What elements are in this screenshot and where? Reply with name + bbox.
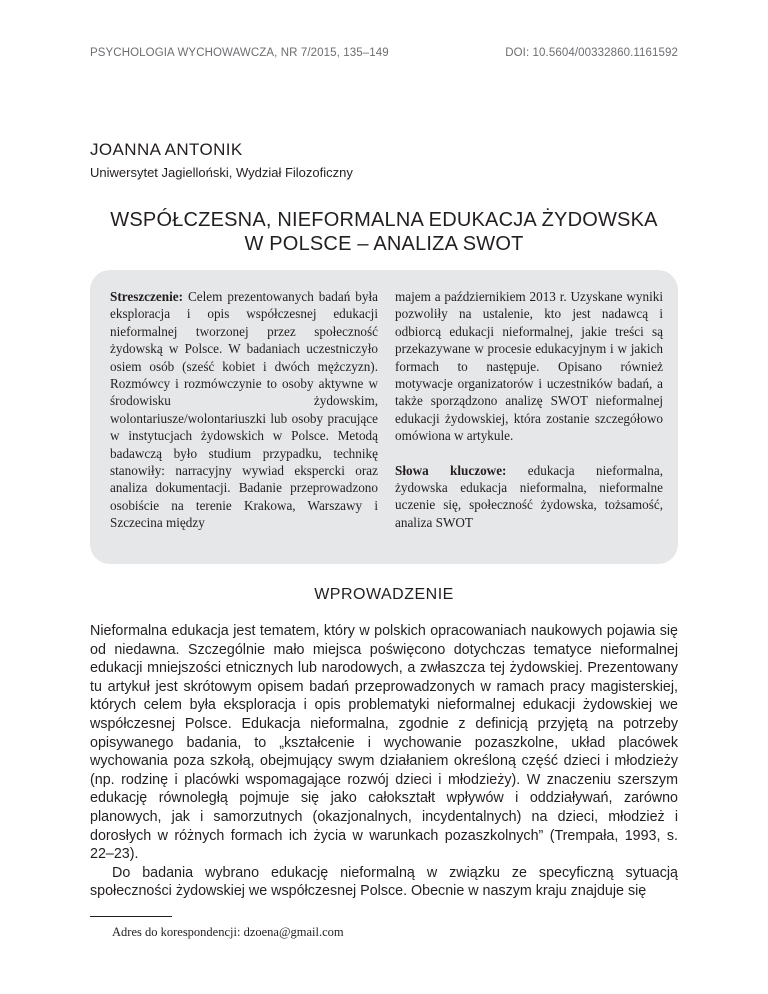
- abstract-box: [90, 270, 678, 564]
- author-affiliation: Uniwersytet Jagielloński, Wydział Filozoficzny: [90, 165, 353, 180]
- author-name: JOANNA ANTONIK: [90, 140, 243, 159]
- keywords-label: Słowa kluczowe:: [395, 462, 507, 478]
- abstract-text-part-2: majem a październikiem 2013 r. Uzyskane wyniki pozwoliły na ustalenie, kto jest nadawcą i odbiorcą edukacji nieformalnej, jakie treści są przekazywane w procesie edukacyjnym i w jakich formach to następuje. Opisano również motywacje organizatorów i uczestników badań, a także sporządzono analizę SWOT nieformalnej edukacji żydowskiej, która zostanie szczegółowo omówiona w artykule.: [395, 289, 663, 444]
- section-heading: WPROWADZENIE: [314, 586, 454, 603]
- doi: DOI: 10.5604/00332860.1161592: [505, 47, 678, 59]
- journal-citation: PSYCHOLOGIA WYCHOWAWCZA, NR 7/2015, 135–149: [90, 47, 389, 59]
- keywords-text: edukacja nieformalna, żydowska edukacja nieformalna, nieformalne uczenie się, społeczność żydowska, tożsamość, analiza SWOT: [395, 462, 663, 530]
- footnote: Adres do korespondencji: dzoena@gmail.com: [112, 925, 344, 939]
- body-paragraph-2: Do badania wybrano edukację nieformalną w związku ze specyficzną sytuacją społeczności żydowskiej we współczesnej Polsce. Obecnie w naszym kraju znajduje się: [90, 864, 678, 900]
- body-paragraph-1: Nieformalna edukacja jest tematem, który w polskich opracowaniach naukowych pojawia się od niedawna. Szczególnie mało miejsca poświęcono dotychczas tematyce nieformalnej edukacji mniejszości etnicznych lub narodowych, a zwłaszcza tej żydowskiej. Prezentowany tu artykuł jest skrótowym opisem badań przeprowadzonych w ramach pracy magisterskiej, których celem była eksploracja i opis problematyki nieformalnej edukacji żydowskiej we współczesnej Polsce. Edukacja nieformalna, zgodnie z definicją przyjętą na potrzeby opisywanego badania, to „kształcenie i wychowanie pozaszkolne, układ placówek wychowania poza szkołą, obejmujący swym działaniem określoną część dzieci i młodzieży (np. rodzinę i placówki wspomagające rozwój dzieci i młodzieży). W znaczeniu szerszym edukację równoległą pojmuje się jako całokształt wpływów i oddziaływań, zarówno planowych, jak i samorzutnych (okazjonalnych, incydentalnych) na dzieci, młodzież i dorosłych w różnych formach ich życia w warunkach pozaszkolnych” (Trempała, 1993, s. 22–23).: [90, 623, 678, 863]
- article-title-line-1: WSPÓŁCZESNA, NIEFORMALNA EDUKACJA ŻYDOWSKA: [110, 209, 658, 231]
- abstract-column-right: [395, 288, 663, 531]
- article-title: [90, 208, 678, 256]
- abstract-column-left: [110, 288, 378, 532]
- article-title-line-2: W POLSCE – ANALIZA SWOT: [244, 233, 524, 255]
- keywords: [395, 462, 663, 532]
- abstract-text-part-1: Celem prezentowanych badań była eksploracja i opis współczesnej edukacji nieformalnej tworzonej przez społeczność żydowską w Polsce. W badaniach uczestniczyło osiem osób (sześć kobiet i dwóch mężczyzn). Rozmówcy i rozmówczynie to osoby aktywne w środowisku żydowskim, wolontariusze/wolontariuszki lub osoby pracujące w instytucjach żydowskich w Polsce. Metodą badawczą było studium przypadku, technikę stanowiły: narracyjny wywiad ekspercki oraz analiza dokumentacji. Badanie przeprowadzono osobiście na terenie Krakowa, Warszawy i Szczecina między: [110, 289, 378, 531]
- footnote-divider: [90, 916, 172, 917]
- body-text: [90, 622, 678, 901]
- abstract-label: Streszczenie:: [110, 289, 183, 304]
